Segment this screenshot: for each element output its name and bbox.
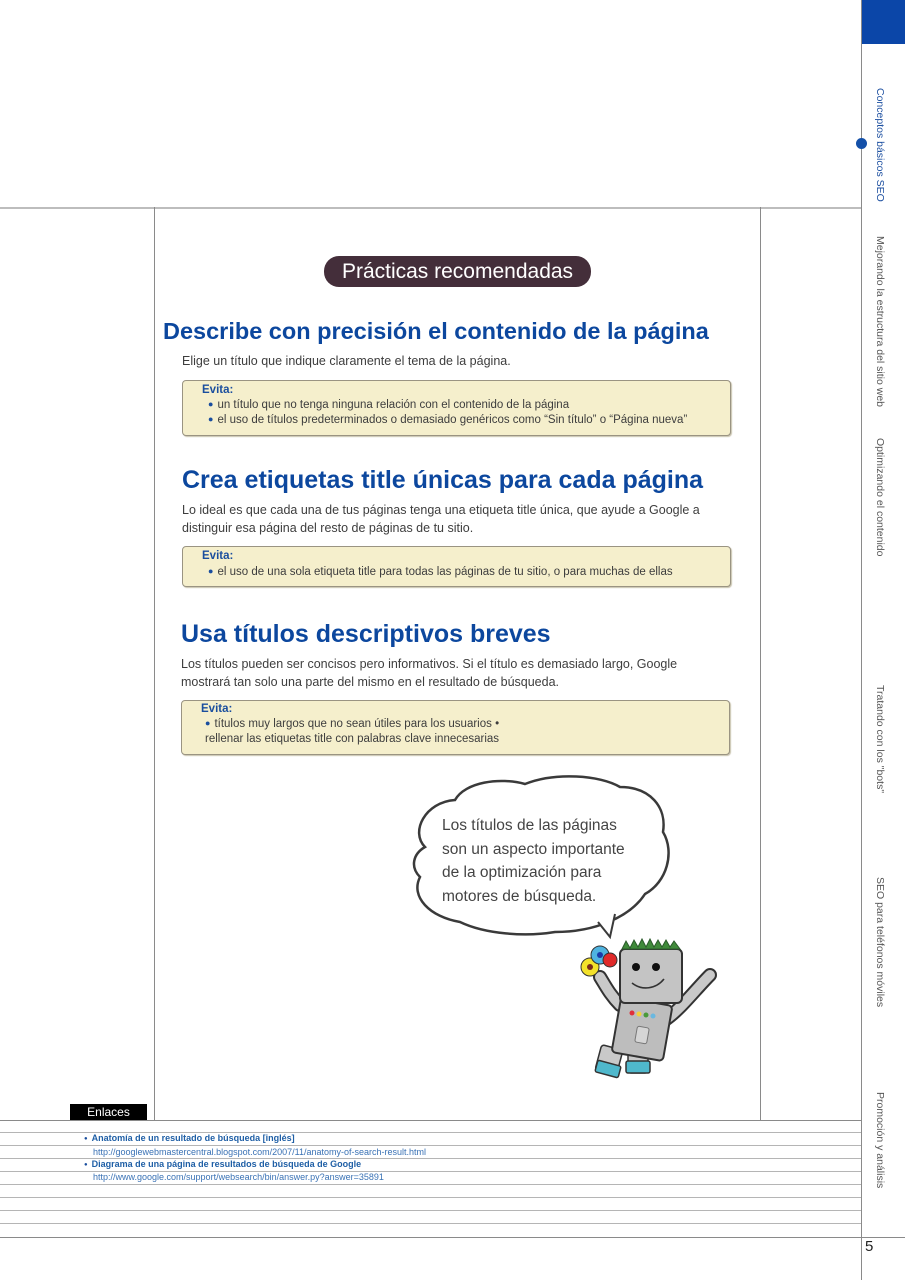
section-1-avoid-box [182,380,731,436]
sidebar-divider [861,0,862,1280]
avoid-label: Evita: [201,703,233,715]
section-3-title: Usa títulos descriptivos breves [181,620,551,648]
bottom-rule [0,1237,905,1238]
sidebar-item-moviles[interactable]: SEO para teléfonos móviles [874,877,886,1008]
section-2-body-line-2: distinguir esa página del resto de páginas de tu sitio. [182,521,474,535]
sidebar-item-estructura-sitio[interactable]: Mejorando la estructura del sitio web [874,236,886,408]
sidebar-item-conceptos-basicos[interactable]: Conceptos básicos SEO [874,88,886,202]
avoid-label: Evita: [202,550,234,562]
avoid-item: ● el uso de una sola etiqueta title para todas las páginas de tu sitio, o para muchas de ellas [208,566,673,578]
link-item-url[interactable]: http://www.google.com/support/websearch/bin/answer.py?answer=35891 [93,1172,384,1182]
links-label: Enlaces [70,1104,147,1121]
avoid-item: ● un título que no tenga ninguna relación con el contenido de la página [208,399,570,411]
section-3-body-line-1: Los títulos pueden ser concisos pero informativos. Si el título es demasiado largo, Google [181,657,678,671]
googlebot-mascot-icon [570,935,725,1085]
bullet-icon: ● [208,414,214,424]
content-left-rule [154,207,155,1121]
bullet-icon: ● [208,399,214,409]
link-item-title[interactable]: ● Diagrama de una página de resultados de búsqueda de Google [84,1159,362,1169]
section-3-body-line-2: mostrará tan solo una parte del mismo en el resultado de búsqueda. [181,675,560,689]
links-rule [0,1223,861,1224]
section-1-body: Elige un título que indique claramente el tema de la página. [182,354,511,368]
bullet-icon: ● [84,1136,88,1142]
content-right-rule [760,207,761,1121]
sidebar-item-promocion[interactable]: Promoción y análisis [874,1092,886,1189]
speech-bubble-text: Los títulos de las páginas son un aspecto importante de la optimización para motores de búsqueda. [442,817,625,905]
links-rule [0,1197,861,1198]
sidebar-accent-block [862,0,905,44]
sidebar-item-bots[interactable]: Tratando con los "bots" [874,685,886,794]
links-rule [0,1210,861,1211]
page-number: 5 [865,1238,874,1255]
links-rule [0,1145,861,1146]
avoid-label: Evita: [202,384,234,396]
avoid-item: ● el uso de títulos predeterminados o demasiado genéricos como “Sin título” o “Página nueva” [208,414,688,426]
section-badge: Prácticas recomendadas [324,256,591,287]
sidebar-item-optimizando-contenido[interactable]: Optimizando el contenido [874,438,886,557]
bullet-icon: ● [208,566,214,576]
section-1-title: Describe con precisión el contenido de la página [163,318,709,344]
avoid-item: ● títulos muy largos que no sean útiles para los usuarios • [205,718,500,730]
section-2-body-line-1: Lo ideal es que cada una de tus páginas tenga una etiqueta title única, que ayude a Google a [182,503,700,517]
link-item-url[interactable]: http://googlewebmastercentral.blogspot.com/2007/11/anatomy-of-search-result.html [93,1147,427,1157]
bullet-icon: ● [205,718,211,728]
avoid-item: rellenar las etiquetas title con palabras clave innecesarias [205,733,500,745]
section-2-title: Crea etiquetas title únicas para cada página [182,466,704,494]
section-3-avoid-box [181,700,730,755]
section-2-avoid-box [182,546,731,587]
links-rule [0,1184,861,1185]
bullet-icon: ● [84,1162,88,1168]
top-rule [0,207,861,209]
link-item-title[interactable]: ● Anatomía de un resultado de búsqueda [inglés] [84,1133,295,1143]
links-rule [0,1120,861,1121]
